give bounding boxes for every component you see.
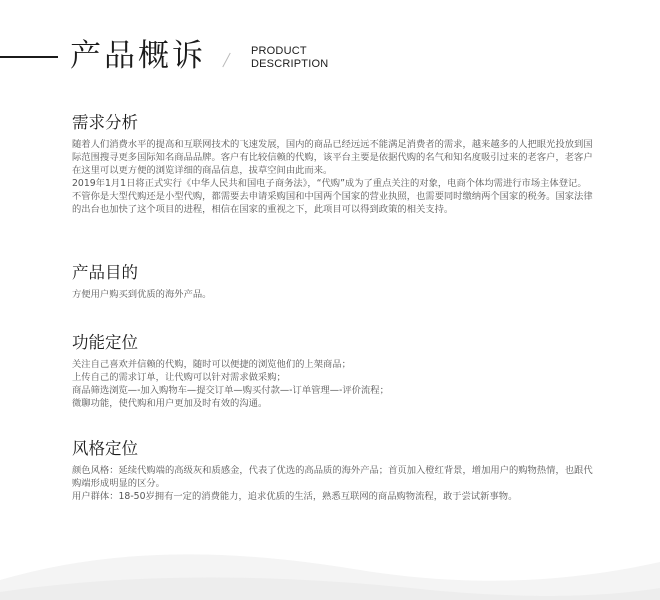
section-product-purpose: [72, 262, 594, 301]
section-style-positioning: [72, 438, 594, 503]
header-divider-slash: [222, 53, 230, 68]
section-body: [72, 138, 594, 216]
paragraph-2: 上传自己的需求订单，让代购可以针对需求做采购；: [72, 372, 286, 383]
paragraph-2: 2019年1月1日将正式实行《中华人民共和国电子商务法》，“代购”成为了重点关注的对象，电商个体均需进行市场主体登记。不管你是大型代购还是小型代购，都需要去申请采购国和中国两个国家的营业执照，也需要同时缴纳两个国家的税务。国家法律的出台也加快了这个项目的进程，相信在国家的重视之下，此项目可以得到政策的相关支持。: [72, 178, 593, 215]
paragraph-1: 随着人们消费水平的提高和互联网技术的飞速发展，国内的商品已经远远不能满足消费者的需求，越来越多的人把眼光投放到国际范围搜寻更多国际知名商品品牌。客户有比较信赖的代购，该平台主要是依据代购的名气和知名度吸引过来的老客户，老客户在这里可以更方便的浏览详细的商品信息，拔草空间由此而来。: [72, 139, 593, 176]
section-title: 风格定位: [72, 439, 138, 458]
section-needs-analysis: [72, 112, 594, 216]
section-title: 功能定位: [72, 333, 138, 352]
section-function-positioning: [72, 332, 594, 410]
section-body: [72, 358, 594, 410]
subtitle-line-1: PRODUCT: [251, 45, 307, 57]
section-body: [72, 288, 594, 301]
subtitle-line-2: DESCRIPTION: [251, 58, 329, 70]
paragraph-4: 微聊功能，使代购和用户更加及时有效的沟通。: [72, 398, 268, 409]
section-title: 产品目的: [72, 263, 138, 282]
background-wave: [0, 510, 660, 600]
section-title: 需求分析: [72, 113, 138, 132]
section-body: [72, 464, 594, 503]
paragraph-3: 商品筛选浏览—-加入购物车—提交订单—购买付款—-订单管理—-评价流程；: [72, 385, 389, 396]
header-accent-line: [0, 56, 58, 58]
paragraph-1: 方便用户购买到优质的海外产品。: [72, 289, 212, 300]
page-title: 产品概诉: [70, 38, 206, 74]
paragraph-1: 关注自己喜欢并信赖的代购，随时可以便捷的浏览他们的上架商品；: [72, 359, 351, 370]
paragraph-1: 颜色风格：延续代购端的高级灰和质感金，代表了优选的高品质的海外产品；首页加入橙红背景，增加用户的购物热情，也跟代购端形成明显的区分。: [72, 465, 593, 489]
paragraph-2: 用户群体：18-50岁拥有一定的消费能力，追求优质的生活，熟悉互联网的商品购物流程，敢于尝试新事物。: [72, 491, 518, 502]
page-subtitle-english: [251, 45, 328, 71]
